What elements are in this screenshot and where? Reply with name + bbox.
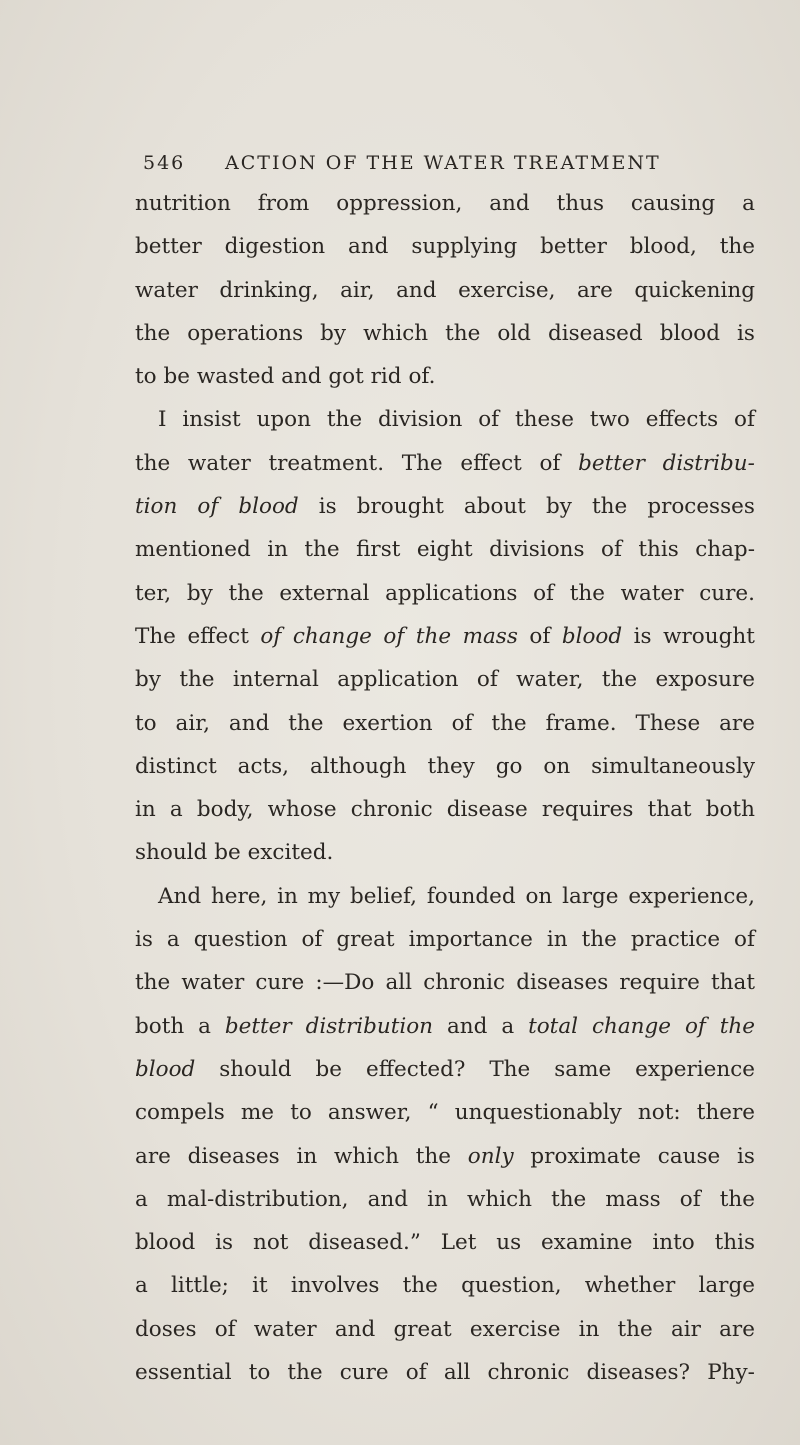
text-line: doses of water and great exercise in the air are <box>135 1316 755 1342</box>
text-line: tion of blood is brought about by the processes <box>135 494 755 520</box>
text-line: to be wasted and got rid of. <box>135 364 436 390</box>
text-line: are diseases in which the only proximate cause is <box>135 1143 755 1169</box>
text-line: nutrition from oppression, and thus causing a <box>135 191 755 216</box>
text-line: water drinking, air, and exercise, are quickening <box>135 277 755 303</box>
page-number: 546 <box>143 152 186 174</box>
text-line: the water cure :—Do all chronic diseases require that <box>135 970 755 996</box>
text-line: I insist upon the division of these two effects of <box>158 407 755 433</box>
page-header <box>143 152 743 174</box>
text-line: better digestion and supplying better blood, the <box>135 234 755 260</box>
text-line: by the internal application of water, the exposure <box>135 667 755 693</box>
text-line: ter, by the external applications of the water cure. <box>135 580 755 606</box>
text-line: distinct acts, although they go on simultaneously <box>135 753 755 779</box>
body-text <box>135 182 755 1394</box>
text-line: mentioned in the first eight divisions of this chap- <box>135 537 755 563</box>
text-line: should be excited. <box>135 840 334 866</box>
text-line: the operations by which the old diseased blood is <box>135 320 755 346</box>
text-line: to air, and the exertion of the frame. These are <box>135 710 755 736</box>
text-line: in a body, whose chronic disease requires that both <box>135 797 755 823</box>
text-line: essential to the cure of all chronic diseases? Phy- <box>135 1360 755 1386</box>
text-line: a mal-distribution, and in which the mass of the <box>135 1186 755 1212</box>
running-title: ACTION OF THE WATER TREATMENT <box>225 152 661 174</box>
text-line: a little; it involves the question, whether large <box>135 1273 755 1299</box>
text-line: compels me to answer, “ unquestionably not: there <box>135 1100 755 1126</box>
text-line: both a better distribution and a total change of the <box>135 1013 755 1039</box>
text-line: The effect of change of the mass of blood is wrought <box>135 623 755 649</box>
text-line: blood should be effected? The same experience <box>135 1056 755 1082</box>
text-line: the water treatment. The effect of better distribu- <box>135 450 755 476</box>
text-line: is a question of great importance in the practice of <box>135 927 755 953</box>
text-line: And here, in my belief, founded on large experience, <box>158 883 755 909</box>
text-line: blood is not diseased.” Let us examine into this <box>135 1230 755 1256</box>
